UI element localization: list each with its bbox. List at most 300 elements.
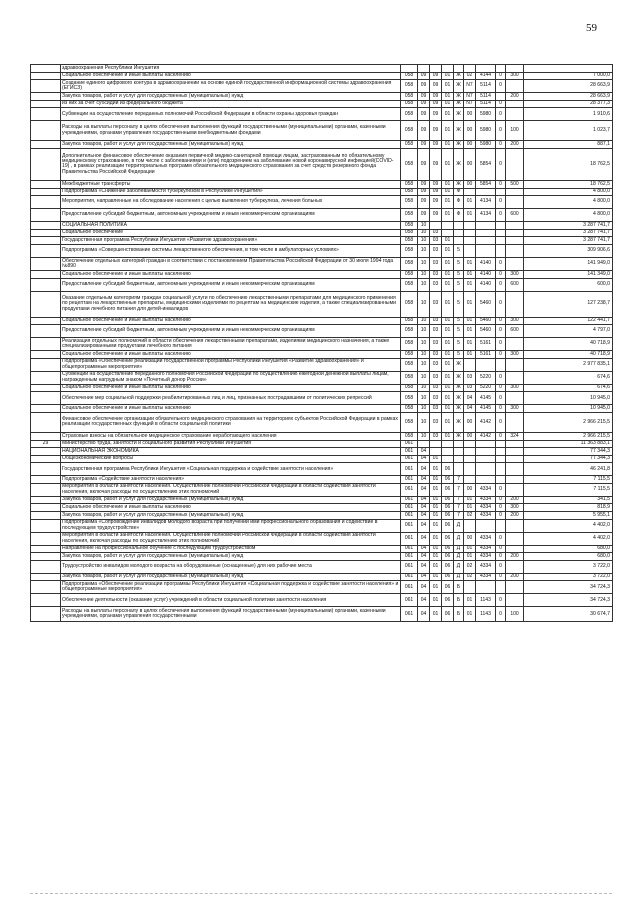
cell-name: Оказание отдельным категориям граждан социальной услуги по обеспечению лекарственными препаратами для медицинского применения по рецептам на лекарственные препараты, медицинскими изделиями по рецептам на медицинские изделия, а также специализированными продуктами лечебного питания для детей-инвалидов [61,291,401,317]
cell-idx [31,405,61,413]
cell-prog: 01 [442,432,454,440]
cell-vr2: 200 [506,496,524,504]
cell-name: Расходы на выплаты персоналу в целях обеспечения выполнения функций государственными (муниципальными) органами, казенными учреждениями, органами управления государственными внебюджетными фондами [61,121,401,141]
cell-amount: 28 377,3 [524,100,613,108]
cell-amount: 7 115,5 [524,483,613,496]
cell-amount: 77 344,3 [524,448,613,456]
cell-gr: 058 [401,270,418,278]
table-row [31,512,613,520]
cell-gr: 058 [401,351,418,359]
table-row [31,229,613,237]
cell-idx [31,180,61,188]
cell-sub: 5 [454,338,464,351]
cell-gr [401,65,418,73]
cell-pr: 09 [430,100,442,108]
cell-amount: 28 663,9 [524,80,613,93]
table-row [31,553,613,561]
cell-idx [31,448,61,456]
cell-rz: 04 [418,532,430,545]
cell-name: Субвенции на осуществление переданного полномочия Российской Федерации по осуществлению ежегодной денежной выплаты лицам, награжденным нагрудным знаком «Почетный донор России» [61,371,401,384]
cell-vr2: 100 [506,607,524,622]
cell-amount: 141 949,0 [524,257,613,270]
cell-me: 00 [464,148,476,180]
table-row [31,573,613,581]
cell-idx [31,209,61,222]
cell-prog: 01 [442,291,454,317]
cell-sub: Ф [454,196,464,209]
cell-sub: 7 [454,512,464,520]
cell-gr: 061 [401,581,418,594]
cell-amount: 2 966 215,5 [524,432,613,440]
cell-sub: Ф [454,188,464,196]
cell-dir: 4334 [476,483,496,496]
cell-amount: 3 287 741,7 [524,237,613,245]
cell-idx [31,93,61,101]
cell-vr2 [506,440,524,448]
cell-me: 00 [464,432,476,440]
cell-pr: 09 [430,72,442,80]
cell-vr2: 600 [506,209,524,222]
cell-gr: 058 [401,278,418,291]
cell-sub: Ж [454,148,464,180]
cell-rz: 10 [418,270,430,278]
cell-amount: 674,6 [524,384,613,392]
cell-name: Закупка товаров, работ и услуг для государственных (муниципальных) нужд [61,93,401,101]
cell-dir: 4334 [476,553,496,561]
cell-gr: 061 [401,519,418,532]
cell-me: N7 [464,80,476,93]
cell-gr: 058 [401,432,418,440]
cell-name: Создание единого цифрового контура в здравоохранении на основе единой государственной информационной системы здравоохранения (ЕГИСЗ) [61,80,401,93]
cell-idx [31,532,61,545]
table-row [31,93,613,101]
table-row [31,384,613,392]
cell-idx [31,100,61,108]
cell-dir [476,65,496,73]
cell-vr: 0 [496,504,506,512]
cell-prog: 06 [442,483,454,496]
cell-pr: 09 [430,93,442,101]
cell-gr: 061 [401,463,418,476]
cell-pr: 09 [430,196,442,209]
cell-idx [31,108,61,121]
cell-vr2: 300 [506,384,524,392]
cell-me: 01 [464,496,476,504]
cell-vr [496,519,506,532]
cell-pr: 09 [430,108,442,121]
cell-gr: 058 [401,237,418,245]
table-row [31,291,613,317]
cell-amount: 4 800,0 [524,209,613,222]
cell-me: 01 [464,196,476,209]
cell-vr2: 300 [506,270,524,278]
cell-vr [496,476,506,484]
cell-pr: 03 [430,392,442,405]
cell-vr2 [506,594,524,607]
cell-vr: 0 [496,545,506,553]
cell-pr: 09 [430,121,442,141]
cell-gr: 058 [401,188,418,196]
cell-vr2: 200 [506,141,524,149]
cell-name: Подпрограмма «Сопровождение инвалидов молодого возраста при получении ими профессионального образования и содействие в последующем трудоустройстве» [61,519,401,532]
cell-vr2 [506,229,524,237]
cell-pr: 03 [430,278,442,291]
cell-vr: 0 [496,496,506,504]
cell-amount: 2 966 215,5 [524,412,613,432]
cell-gr: 058 [401,392,418,405]
cell-gr: 061 [401,448,418,456]
cell-me: 02 [464,512,476,520]
cell-prog: 01 [442,108,454,121]
table-row [31,455,613,463]
cell-dir: 4134 [476,196,496,209]
cell-vr2: 200 [506,512,524,520]
cell-idx [31,338,61,351]
cell-amount: 7 000,0 [524,72,613,80]
cell-pr: 03 [430,317,442,325]
cell-name: Закупка товаров, работ и услуг для государственных (муниципальных) нужд [61,512,401,520]
cell-me: 01 [464,278,476,291]
cell-me: 00 [464,532,476,545]
cell-rz: 09 [418,188,430,196]
cell-sub: Ж [454,93,464,101]
cell-vr: 0 [496,141,506,149]
cell-prog [442,229,454,237]
cell-pr: 09 [430,188,442,196]
cell-dir: 4334 [476,532,496,545]
table-row [31,405,613,413]
cell-pr: 03 [430,432,442,440]
cell-vr: 0 [496,100,506,108]
cell-rz: 10 [418,351,430,359]
cell-dir: 5854 [476,180,496,188]
cell-amount: 680,0 [524,545,613,553]
cell-gr: 058 [401,121,418,141]
cell-me [464,581,476,594]
cell-sub: 5 [454,278,464,291]
cell-idx [31,392,61,405]
cell-vr: 0 [496,325,506,338]
cell-idx [31,496,61,504]
cell-name: Дополнительное финансовое обеспечение оказания первичной медико-санитарной помощи лицам, застрахованным по обязательному медицинскому страхованию, в том числе с заболеваниями и (или) подозрением на заболевание новой коронавирусной инфекцией(COVID-19) , в рамках реализации территориальных программ обязательного медицинского страхования за счет средств резервного фонда Правительства Российской Федерации [61,148,401,180]
cell-sub: 7 [454,483,464,496]
table-row [31,448,613,456]
cell-name: Предоставление субсидий бюджетным, автономным учреждениям и иным некоммерческим организациям [61,209,401,222]
budget-table [30,64,613,622]
cell-dir: 4142 [476,432,496,440]
cell-sub: Ж [454,180,464,188]
cell-prog: 01 [442,121,454,141]
table-row [31,72,613,80]
cell-amount: 341,5 [524,496,613,504]
cell-me: 00 [464,141,476,149]
cell-me [464,244,476,257]
cell-name: Общеэкономические вопросы [61,455,401,463]
cell-rz: 09 [418,72,430,80]
cell-idx [31,65,61,73]
cell-prog: 06 [442,463,454,476]
cell-gr: 058 [401,180,418,188]
cell-dir: 4334 [476,573,496,581]
cell-amount: 18 762,5 [524,148,613,180]
cell-prog [442,440,454,448]
cell-dir: 5220 [476,371,496,384]
cell-me: 03 [464,371,476,384]
cell-sub: Ж [454,405,464,413]
cell-gr: 061 [401,532,418,545]
cell-amount: 77 344,3 [524,455,613,463]
cell-vr2: 500 [506,180,524,188]
cell-dir: 4144 [476,72,496,80]
cell-me: 04 [464,405,476,413]
cell-vr [496,358,506,371]
cell-amount: 11 363 883,1 [524,440,613,448]
table-row [31,545,613,553]
cell-prog: 06 [442,504,454,512]
cell-vr [496,440,506,448]
cell-vr [496,188,506,196]
cell-idx [31,141,61,149]
cell-amount: 30 674,7 [524,607,613,622]
cell-rz: 10 [418,384,430,392]
table-row [31,338,613,351]
cell-amount: 1 910,6 [524,108,613,121]
cell-vr [496,455,506,463]
cell-gr: 058 [401,338,418,351]
cell-name: Страховые взносы на обязательное медицинское страхование неработающего населения [61,432,401,440]
cell-pr: 09 [430,141,442,149]
cell-name: Социальное обеспечение [61,229,401,237]
cell-dir: 5980 [476,108,496,121]
cell-vr2 [506,532,524,545]
cell-name: Трудоустройство инвалидов молодого возраста на оборудованные (оснащенные) для них рабочие места [61,560,401,573]
cell-vr2 [506,244,524,257]
cell-sub: 7 [454,496,464,504]
cell-rz [418,65,430,73]
cell-dir: 4334 [476,496,496,504]
cell-vr: 0 [496,270,506,278]
cell-vr2: 200 [506,93,524,101]
cell-dir: 1143 [476,594,496,607]
cell-me [464,476,476,484]
page-bottom-edge [30,893,612,896]
table-row [31,148,613,180]
cell-prog: 01 [442,412,454,432]
cell-gr: 058 [401,196,418,209]
cell-vr: 0 [496,351,506,359]
cell-pr: 03 [430,229,442,237]
cell-rz: 04 [418,519,430,532]
cell-prog: 06 [442,519,454,532]
cell-vr: 0 [496,432,506,440]
cell-name: НАЦИОНАЛЬНАЯ ЭКОНОМИКА [61,448,401,456]
table-row [31,532,613,545]
cell-prog: 06 [442,553,454,561]
table-row [31,100,613,108]
cell-vr: 0 [496,392,506,405]
cell-vr2 [506,65,524,73]
cell-idx [31,476,61,484]
cell-sub: Ж [454,108,464,121]
cell-idx [31,229,61,237]
cell-rz: 10 [418,358,430,371]
cell-sub [454,65,464,73]
cell-dir: 5460 [476,317,496,325]
cell-vr2 [506,371,524,384]
cell-dir: 4334 [476,560,496,573]
table-row [31,412,613,432]
cell-amount: 3 722,0 [524,560,613,573]
cell-rz: 10 [418,278,430,291]
cell-sub: 7 [454,504,464,512]
cell-dir: 5114 [476,100,496,108]
cell-prog: 01 [442,80,454,93]
cell-dir: 5114 [476,93,496,101]
cell-amount: 309 906,6 [524,244,613,257]
cell-idx [31,384,61,392]
cell-sub: 5 [454,291,464,317]
cell-gr: 058 [401,317,418,325]
cell-prog: 06 [442,545,454,553]
cell-idx [31,278,61,291]
cell-name: Социальное обеспечение и иные выплаты населению [61,270,401,278]
cell-prog [442,448,454,456]
cell-gr: 058 [401,72,418,80]
cell-dir: 5460 [476,325,496,338]
cell-prog: 01 [442,351,454,359]
cell-sub: Б [454,581,464,594]
cell-vr2 [506,100,524,108]
cell-prog: 01 [442,209,454,222]
cell-name: Обеспечение отдельных категорий граждан в соответствии с постановлением Правительства Российской Федерации от 30 июля 1994 года №890 [61,257,401,270]
cell-vr: 0 [496,573,506,581]
cell-gr: 058 [401,222,418,230]
table-row [31,607,613,622]
cell-idx: 29 [31,440,61,448]
cell-rz: 04 [418,560,430,573]
cell-pr: 01 [430,594,442,607]
cell-vr: 0 [496,121,506,141]
cell-pr [430,448,442,456]
cell-me: 00 [464,180,476,188]
cell-amount: 4 800,0 [524,196,613,209]
cell-dir: 4142 [476,412,496,432]
table-body [31,65,613,622]
cell-sub: 5 [454,351,464,359]
cell-vr: 0 [496,607,506,622]
cell-me [464,222,476,230]
cell-prog: 06 [442,594,454,607]
cell-pr: 01 [430,573,442,581]
cell-sub: Б [454,594,464,607]
table-row [31,476,613,484]
cell-me: 02 [464,573,476,581]
cell-rz [418,440,430,448]
cell-idx [31,483,61,496]
table-row [31,483,613,496]
cell-gr: 058 [401,257,418,270]
cell-idx [31,72,61,80]
cell-prog: 01 [442,392,454,405]
cell-vr2 [506,483,524,496]
cell-name: Социальное обеспечение и иные выплаты населению [61,405,401,413]
cell-vr2 [506,237,524,245]
cell-rz: 10 [418,237,430,245]
cell-vr2 [506,108,524,121]
cell-amount: 3 722,0 [524,573,613,581]
cell-vr: 0 [496,72,506,80]
table-row [31,80,613,93]
cell-idx [31,519,61,532]
cell-vr: 0 [496,483,506,496]
cell-amount: 34 724,3 [524,581,613,594]
cell-pr: 03 [430,338,442,351]
cell-me [464,188,476,196]
cell-pr: 03 [430,325,442,338]
cell-gr: 058 [401,108,418,121]
cell-vr: 0 [496,338,506,351]
cell-sub [454,222,464,230]
cell-vr2: 300 [506,351,524,359]
cell-vr2 [506,519,524,532]
cell-name: Подпрограмма «Обеспечение реализации программы Республики Ингушетия «Социальная поддержка и содействие занятости населения» и общепрограммные мероприятия» [61,581,401,594]
cell-rz: 04 [418,545,430,553]
cell-idx [31,80,61,93]
cell-vr2 [506,455,524,463]
cell-gr: 058 [401,244,418,257]
cell-idx [31,317,61,325]
cell-pr: 03 [430,384,442,392]
cell-vr2 [506,545,524,553]
cell-gr: 061 [401,560,418,573]
cell-vr2: 200 [506,573,524,581]
cell-idx [31,291,61,317]
cell-prog: 01 [442,244,454,257]
cell-rz: 10 [418,432,430,440]
cell-gr: 061 [401,476,418,484]
cell-pr: 03 [430,412,442,432]
cell-rz: 04 [418,553,430,561]
cell-gr: 058 [401,93,418,101]
cell-name: Подпрограмма «Обеспечение реализации государственной программы Республики Ингушетия «Развитие здравоохранения» и общепрограммные мероприятия» [61,358,401,371]
cell-pr: 01 [430,560,442,573]
cell-rz: 09 [418,180,430,188]
cell-vr2 [506,80,524,93]
cell-prog: 01 [442,188,454,196]
cell-me: 01 [464,317,476,325]
table-row [31,188,613,196]
cell-me [464,519,476,532]
cell-idx [31,560,61,573]
cell-idx [31,455,61,463]
cell-gr: 058 [401,209,418,222]
cell-gr: 061 [401,573,418,581]
cell-pr: 01 [430,519,442,532]
cell-pr: 01 [430,512,442,520]
cell-amount: 818,9 [524,504,613,512]
cell-sub: Ж [454,80,464,93]
table-row [31,222,613,230]
cell-vr2: 200 [506,553,524,561]
cell-rz: 10 [418,338,430,351]
cell-sub: Д [454,560,464,573]
cell-amount: 887,1 [524,141,613,149]
cell-pr: 01 [430,607,442,622]
cell-dir: 5161 [476,338,496,351]
cell-vr: 0 [496,80,506,93]
cell-gr: 061 [401,545,418,553]
cell-rz: 10 [418,291,430,317]
